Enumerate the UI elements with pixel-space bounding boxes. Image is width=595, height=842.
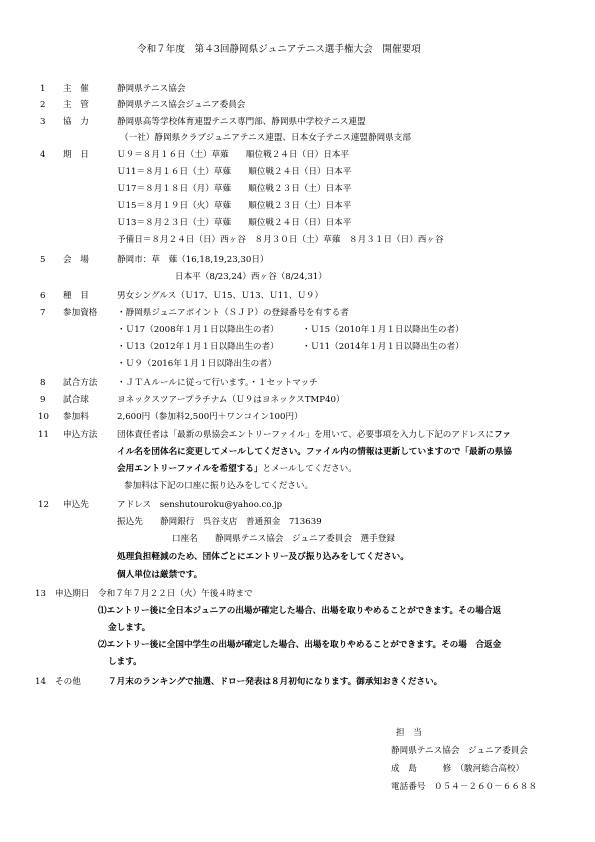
eligibility-u11: ・Ｕ11（2014年１月１日以降出生の者） [302, 342, 464, 352]
contact-organization: 静岡県テニス協会 ジュニア委員会 [391, 746, 528, 756]
venue-line-1: 静岡市：草 薙（16,18,19,23,30日） [117, 255, 269, 265]
item-label-manager: 主 管 [63, 100, 89, 110]
apply-line-2: イル名を団体名に変更してメールしてください。ファイル内の情報は更新していますので「最新の県協 [117, 447, 512, 457]
item-number: 7 [40, 308, 46, 318]
period-reserve: 予備日＝８月２４日（日）西ヶ谷 ８月３０日（土）草薙 ８月３１日（日）西ヶ谷 [117, 235, 444, 245]
fee-value: 2,600円（参加料2,500円＋ワンコイン100円） [117, 412, 303, 422]
item-number: 1 [40, 84, 46, 94]
item-label-apply-method: 申込方法 [63, 430, 98, 440]
destination-note-2: 個人単位は厳禁です。 [117, 570, 203, 580]
period-u9: Ｕ９＝８月１６日（土）草薙 順位戦２４日（日）日本平 [117, 150, 350, 160]
item-label-eligibility: 参加資格 [63, 308, 98, 318]
period-u11: Ｕ11＝８月１６日（土）草薙 順位戦２４日（日）日本平 [117, 167, 352, 177]
item-number: 11 [38, 430, 49, 440]
cooperation-line-1: 静岡県高等学校体育連盟テニス専門部、静岡県中学校テニス連盟 [117, 117, 366, 127]
events-value: 男女シングルス（Ｕ17、Ｕ15、Ｕ13、Ｕ11、Ｕ９） [117, 291, 324, 301]
apply-line-3: 会用エントリーファイルを希望する」とメールしてください。 [117, 464, 357, 474]
period-u13: Ｕ13＝８月２３日（土）草薙 順位戦２４日（日）日本平 [117, 218, 352, 228]
item-label-match-method: 試合方法 [63, 378, 98, 388]
deadline-value: 令和７年７月２２日（火）午後４時まで [98, 589, 253, 599]
eligibility-u15: ・Ｕ15（2010年１月１日以降出生の者） [302, 325, 464, 335]
item-label-destination: 申込先 [63, 500, 89, 510]
match-method-value: ・ＪＴＡルールに従って行います。・１セットマッチ [117, 378, 318, 388]
eligibility-main: ・静岡県ジュニアポイント（ＳＪＰ）の登録番号を有する者 [117, 308, 349, 318]
eligibility-u13: ・Ｕ13（2012年１月１日以降出生の者） [117, 342, 279, 352]
period-u15: Ｕ15＝８月１９日（火）草薙 順位戦２３日（土）日本平 [117, 201, 352, 211]
item-label-other: その他 [55, 677, 81, 687]
item-label-events: 種 目 [63, 291, 89, 301]
destination-address: アドレス senshutouroku@yahoo.co.jp [117, 500, 283, 510]
deadline-note-2: ⑵エントリー後に全国中学生の出場が確定した場合、出場を取りやめることができます。その場 合返金 [98, 640, 502, 650]
deadline-note-2-continued: します。 [108, 657, 142, 667]
item-number: 10 [38, 412, 49, 422]
other-value: ７月末のランキングで抽選、ドロー発表は８月初旬になります。御承知おきください。 [108, 677, 443, 687]
deadline-note-1: ⑴エントリー後に全日本ジュニアの出場が確定した場合、出場を取りやめることができます。その場合返 [98, 606, 502, 616]
item-label-period: 期 日 [63, 150, 89, 160]
contact-heading: 担 当 [396, 728, 422, 738]
item-number: 9 [40, 395, 46, 405]
item-number: 6 [40, 291, 46, 301]
destination-note-1: 処理負担軽減のため、団体ごとにエントリー及び振り込みをしてください。 [117, 552, 409, 562]
destination-bank: 振込先 静岡銀行 呉谷支店 普通預金 713639 [117, 517, 322, 527]
item-label-deadline: 申込期日 [55, 589, 90, 599]
item-label-fee: 参加料 [63, 412, 89, 422]
item-label-ball: 試合球 [63, 395, 89, 405]
item-label-organizer: 主 催 [63, 84, 89, 94]
item-label-venue: 会 場 [63, 255, 89, 265]
page-title: 令和７年度 第４3回静岡県ジュニアテニス選手権大会 開催要項 [137, 44, 421, 55]
apply-line-1: 団体責任者は「最新の県協会エントリーファイル」を用いて、必要事項を入力し下記のアドレスにファ [117, 430, 512, 440]
item-number: 4 [40, 150, 46, 160]
item-number: 5 [40, 255, 46, 265]
cooperation-line-2: （一社）静岡県クラブジュニアテニス連盟、日本女子テニス連盟静岡県支部 [120, 133, 411, 143]
destination-account-holder: 口座名 静岡県テニス協会 ジュニア委員会 選手登録 [172, 534, 395, 544]
item-number: 12 [38, 500, 49, 510]
period-u17: Ｕ17＝８月１８日（月）草薙 順位戦２３日（土）日本平 [117, 184, 352, 194]
item-number: 13 [35, 589, 46, 599]
item-number: 14 [35, 677, 46, 687]
manager-value: 静岡県テニス協会ジュニア委員会 [117, 100, 246, 110]
venue-line-2: 日本平（8/23,24）西ヶ谷（8/24,31） [175, 272, 327, 282]
item-number: 8 [40, 378, 46, 388]
deadline-note-1-continued: 金します。 [108, 623, 151, 633]
item-label-cooperation: 協 力 [63, 117, 89, 127]
eligibility-u17: ・Ｕ17（2008年１月１日以降出生の者） [117, 325, 279, 335]
apply-line-4: 参加料は下記の口座に振り込みをしてください。 [124, 481, 314, 491]
contact-phone: 電話番号 ０５４－２６０－６６８８ [391, 782, 538, 792]
eligibility-u9: ・Ｕ９（2016年１月１日以降出生の者） [117, 359, 277, 369]
ball-value: ヨネックスツアープラチナム（Ｕ９はヨネックスTMP40） [117, 395, 345, 405]
organizer-value: 静岡県テニス協会 [117, 84, 186, 94]
contact-person: 成 島 修 （駿河総合高校） [391, 764, 525, 774]
item-number: 2 [40, 100, 46, 110]
item-number: 3 [40, 117, 46, 127]
